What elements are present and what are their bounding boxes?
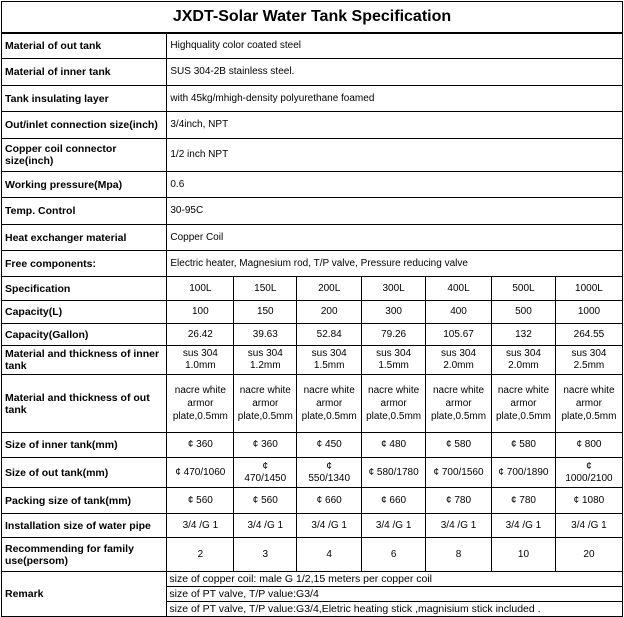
cell: ¢ 470/1060	[167, 458, 234, 488]
cell	[555, 458, 622, 488]
cell: 4	[297, 538, 362, 572]
general-row	[2, 59, 623, 86]
row-label: Capacity(L)	[2, 301, 167, 324]
row-label: Material of out tank	[2, 33, 167, 59]
row-label: Recommending for family use(persom)	[2, 538, 167, 572]
spec-row	[2, 324, 623, 346]
spec-row	[2, 375, 623, 433]
cell: ¢ 700/1890	[492, 458, 556, 488]
spec-row	[2, 301, 623, 324]
row-label: Size of out tank(mm)	[2, 458, 167, 488]
cell: 3	[234, 538, 297, 572]
cell-line: armor	[252, 398, 279, 409]
cell-line: plate,0.5mm	[301, 411, 357, 422]
cell-line: 1000/2100	[565, 472, 613, 484]
cell: 132	[492, 324, 556, 346]
spec-row	[2, 488, 623, 514]
cell: 10	[492, 538, 556, 572]
cell-line: sus 304	[376, 348, 412, 359]
cell-line: 550/1340	[308, 472, 351, 484]
spec-header-label: Specification	[2, 277, 167, 301]
cell: ¢ 1080	[555, 488, 622, 514]
cell: 400	[426, 301, 492, 324]
cell-line: sus 304	[441, 348, 477, 359]
cell: 100	[167, 301, 234, 324]
cell-line: plate,0.5mm	[172, 411, 228, 422]
cell: 52.84	[297, 324, 362, 346]
general-row	[2, 172, 623, 198]
cell: ¢ 480	[362, 433, 426, 458]
general-row	[2, 251, 623, 277]
cell-line: 1.0mm	[185, 360, 216, 371]
row-value: with 45kg/mhigh-density polyurethane foamed	[167, 86, 623, 112]
cell: ¢ 780	[492, 488, 556, 514]
spec-row	[2, 433, 623, 458]
row-value: Electric heater, Magnesium rod, T/P valve, Pressure reducing valve	[167, 251, 623, 277]
row-label: Working pressure(Mpa)	[2, 172, 167, 198]
row-label: Tank insulating layer	[2, 86, 167, 112]
cell	[297, 375, 362, 433]
cell	[234, 346, 297, 375]
page-title: JXDT-Solar Water Tank Specification	[2, 2, 623, 33]
cell: 6	[362, 538, 426, 572]
cell-line: sus 304	[247, 348, 283, 359]
cell: 1000	[555, 301, 622, 324]
cell-line: 2.5mm	[573, 360, 605, 371]
cell: 3/4 /G 1	[362, 514, 426, 538]
cell-line: nacre white	[174, 385, 226, 396]
remark-line: size of copper coil: male G 1/2,15 meters per copper coil	[167, 572, 623, 587]
cell-line: armor	[575, 398, 603, 409]
row-label: Installation size of water pipe	[2, 514, 167, 538]
cell: ¢ 360	[167, 433, 234, 458]
cell: ¢ 450	[297, 433, 362, 458]
cell	[426, 346, 492, 375]
row-value: 0.6	[167, 172, 623, 198]
row-label: Capacity(Gallon)	[2, 324, 167, 346]
cell: 3/4 /G 1	[426, 514, 492, 538]
cell-line: plate,0.5mm	[237, 411, 293, 422]
row-value: 1/2 inch NPT	[167, 139, 623, 172]
cell-line: sus 304	[182, 348, 218, 359]
row-value: 30-95C	[167, 198, 623, 225]
cell: 500	[492, 301, 556, 324]
cell-line: 2.0mm	[443, 360, 474, 371]
cell-line: nacre white	[432, 385, 485, 396]
cell: ¢ 560	[234, 488, 297, 514]
row-value: Highquality color coated steel	[167, 33, 623, 59]
cell	[297, 346, 362, 375]
cell-line: nacre white	[303, 385, 355, 396]
cell	[167, 346, 234, 375]
cell-line: ¢	[586, 460, 592, 472]
cell-line: 1.2mm	[250, 360, 281, 371]
cell: ¢ 580	[492, 433, 556, 458]
cell-line: plate,0.5mm	[431, 411, 487, 422]
cell: ¢ 360	[234, 433, 297, 458]
cell	[234, 375, 297, 433]
cell: 105.67	[426, 324, 492, 346]
cell	[492, 375, 556, 433]
remark-row	[2, 572, 623, 587]
general-row	[2, 86, 623, 112]
cell: 79.26	[362, 324, 426, 346]
cell-line: ¢	[262, 460, 269, 472]
cell-line: armor	[187, 398, 214, 409]
cell-line: 1.5mm	[378, 360, 409, 371]
cell-line: sus 304	[571, 348, 607, 359]
spec-row	[2, 458, 623, 488]
remark-line: size of PT valve, T/P value:G3/4,Eletric heating stick ,magnisium stick included .	[167, 602, 623, 617]
row-label: Copper coil connector size(inch)	[2, 139, 167, 172]
cell: 150	[234, 301, 297, 324]
cell: ¢ 580/1780	[362, 458, 426, 488]
cell: ¢ 700/1560	[426, 458, 492, 488]
row-value: Copper Coil	[167, 225, 623, 251]
cell-line: armor	[380, 398, 407, 409]
cell	[492, 346, 556, 375]
model-header: 100L	[167, 277, 234, 301]
cell-line: armor	[445, 398, 472, 409]
row-label: Size of inner tank(mm)	[2, 433, 167, 458]
cell	[555, 375, 622, 433]
cell-line: plate,0.5mm	[495, 411, 551, 422]
cell-line: nacre white	[239, 385, 291, 396]
cell	[297, 458, 362, 488]
remark-label: Remark	[2, 572, 167, 617]
row-value: SUS 304-2B stainless steel.	[167, 59, 623, 86]
cell: ¢ 580	[426, 433, 492, 458]
cell-line: plate,0.5mm	[561, 411, 617, 422]
cell: ¢ 660	[362, 488, 426, 514]
spec-header-row	[2, 277, 623, 301]
row-label: Free components:	[2, 251, 167, 277]
cell-line: 1.5mm	[313, 360, 345, 371]
cell: ¢ 800	[555, 433, 622, 458]
cell: 3/4 /G 1	[297, 514, 362, 538]
general-row	[2, 33, 623, 59]
cell: 26.42	[167, 324, 234, 346]
row-label: Heat exchanger material	[2, 225, 167, 251]
model-header: 1000L	[555, 277, 622, 301]
spec-sheet	[1, 1, 623, 617]
remark-line: size of PT valve, T/P value:G3/4	[167, 587, 623, 602]
cell: 39.63	[234, 324, 297, 346]
row-label: Material and thickness of out tank	[2, 375, 167, 433]
cell: 3/4 /G 1	[234, 514, 297, 538]
general-row	[2, 198, 623, 225]
cell-line: ¢	[326, 460, 332, 472]
cell: ¢ 780	[426, 488, 492, 514]
cell: 3/4 /G 1	[167, 514, 234, 538]
model-header: 500L	[492, 277, 556, 301]
spec-table	[1, 1, 623, 617]
cell	[426, 375, 492, 433]
general-row	[2, 112, 623, 139]
cell-line: nacre white	[368, 385, 420, 396]
cell-line: armor	[316, 398, 343, 409]
cell-line: plate,0.5mm	[366, 411, 422, 422]
cell-line: 470/1450	[244, 472, 287, 484]
cell: 3/4 /G 1	[492, 514, 556, 538]
cell-line: sus 304	[505, 348, 541, 359]
spec-row	[2, 514, 623, 538]
cell: 8	[426, 538, 492, 572]
title-row	[2, 2, 623, 33]
cell	[362, 346, 426, 375]
spec-row	[2, 346, 623, 375]
model-header: 200L	[297, 277, 362, 301]
row-label: Packing size of tank(mm)	[2, 488, 167, 514]
cell	[362, 375, 426, 433]
row-label: Material and thickness of inner tank	[2, 346, 167, 375]
cell	[234, 458, 297, 488]
cell: 264.55	[555, 324, 622, 346]
cell	[167, 375, 234, 433]
cell: ¢ 560	[167, 488, 234, 514]
cell: ¢ 660	[297, 488, 362, 514]
row-label: Out/inlet connection size(inch)	[2, 112, 167, 139]
cell: 20	[555, 538, 622, 572]
cell: 300	[362, 301, 426, 324]
cell: 3/4 /G 1	[555, 514, 622, 538]
row-label: Material of inner tank	[2, 59, 167, 86]
model-header: 400L	[426, 277, 492, 301]
model-header: 300L	[362, 277, 426, 301]
row-label: Temp. Control	[2, 198, 167, 225]
cell-line: armor	[510, 398, 537, 409]
general-row	[2, 139, 623, 172]
cell-line: nacre white	[563, 385, 615, 396]
row-value: 3/4inch, NPT	[167, 112, 623, 139]
cell	[555, 346, 622, 375]
cell-line: nacre white	[497, 385, 550, 396]
cell: 2	[167, 538, 234, 572]
spec-row	[2, 538, 623, 572]
model-header: 150L	[234, 277, 297, 301]
cell-line: 2.0mm	[508, 360, 539, 371]
cell-line: sus 304	[311, 348, 347, 359]
general-row	[2, 225, 623, 251]
cell: 200	[297, 301, 362, 324]
